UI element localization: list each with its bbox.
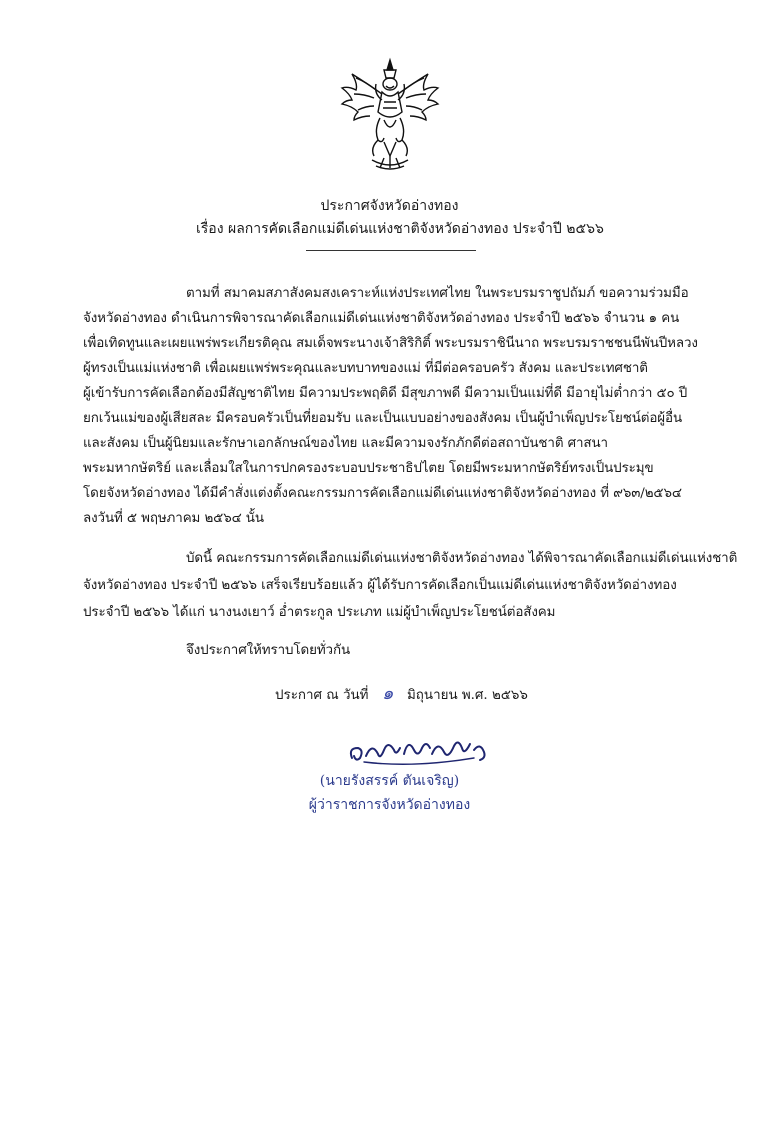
date-prefix: ประกาศ ณ วันที่ [275,688,369,703]
announcement-heading: ประกาศจังหวัดอ่างทอง [320,198,459,214]
date-suffix: มิถุนายน พ.ศ. ๒๕๖๖ [406,688,528,703]
paragraph-line: บัดนี้ คณะกรรมการคัดเลือกแม่ดีเด่นแห่งชาติจังหวัดอ่างทอง ได้พิจารณาคัดเลือกแม่ดีเด่นแห่งชาติ [186,551,738,566]
closing-statement: จึงประกาศให้ทราบโดยทั่วกัน [186,643,351,658]
paragraph-line: ยกเว้นแม่ของผู้เสียสละ มีครอบครัวเป็นที่ยอมรับ และเป็นแบบอย่างของสังคม เป็นผู้บำเพ็ญประโยชน์ต่อผู้อื่น [83,411,683,426]
paragraph-line: จังหวัดอ่างทอง ประจำปี ๒๕๖๖ เสร็จเรียบร้อยแล้ว ผู้ได้รับการคัดเลือกเป็นแม่ดีเด่นแห่งชาติจังหวัดอ่างทอง [83,578,677,593]
paragraph-line: จังหวัดอ่างทอง ดำเนินการพิจารณาคัดเลือกแม่ดีเด่นแห่งชาติจังหวัดอ่างทอง ประจำปี ๒๕๖๖ จำนวน ๑ คน [83,311,680,326]
paragraph-line: เพื่อเทิดทูนและเผยแพร่พระเกียรติคุณ สมเด็จพระนางเจ้าสิริกิติ์ พระบรมราชินีนาถ พระบรมราชชนนีพันปีหลวง [83,336,698,351]
garuda-emblem [338,56,442,176]
signatory-name: (นายรังสรรค์ ตันเจริญ) [319,773,460,789]
announcement-date [275,678,528,707]
paragraph-line: ผู้เข้ารับการคัดเลือกต้องมีสัญชาติไทย มีความประพฤติดี มีสุขภาพดี มีความเป็นแม่ที่ดี มีอายุไม่ต่ำกว่า ๕๐ ปี [83,386,688,401]
paragraph-line: พระมหากษัตริย์ และเลื่อมใสในการปกครองระบอบประชาธิปไตย โดยมีพระมหากษัตริย์ทรงเป็นประมุข [83,461,654,476]
title-divider [306,250,476,251]
paragraph-line: ลงวันที่ ๕ พฤษภาคม ๒๕๖๔ นั้น [83,511,264,526]
date-day: ๑ [382,683,394,704]
paragraph-line: ผู้ทรงเป็นแม่แห่งชาติ เพื่อเผยแพร่พระคุณและบทบาทของแม่ ที่มีต่อครอบครัว สังคม และประเทศชาติ [83,361,648,376]
paragraph-line: ประจำปี ๒๕๖๖ ได้แก่ นางนงเยาว์ อ่ำตระกูล ประเภท แม่ผู้บำเพ็ญประโยชน์ต่อสังคม [83,605,556,620]
paragraph-line: โดยจังหวัดอ่างทอง ได้มีคำสั่งแต่งตั้งคณะกรรมการคัดเลือกแม่ดีเด่นแห่งชาติจังหวัดอ่างทอง ที่ ๙๖๓/๒๕๖๔ [83,486,682,501]
paragraph-line: และสังคม เป็นผู้นิยมและรักษาเอกลักษณ์ของไทย และมีความจงรักภักดีต่อสถาบันชาติ ศาสนา [83,436,608,451]
handwritten-signature [344,732,496,772]
signatory-position: ผู้ว่าราชการจังหวัดอ่างทอง [308,797,471,813]
paragraph-line: ตามที่ สมาคมสภาสังคมสงเคราะห์แห่งประเทศไทย ในพระบรมราชูปถัมภ์ ขอความร่วมมือ [186,286,689,301]
announcement-subject: เรื่อง ผลการคัดเลือกแม่ดีเด่นแห่งชาติจังหวัดอ่างทอง ประจำปี ๒๕๖๖ [196,221,604,237]
